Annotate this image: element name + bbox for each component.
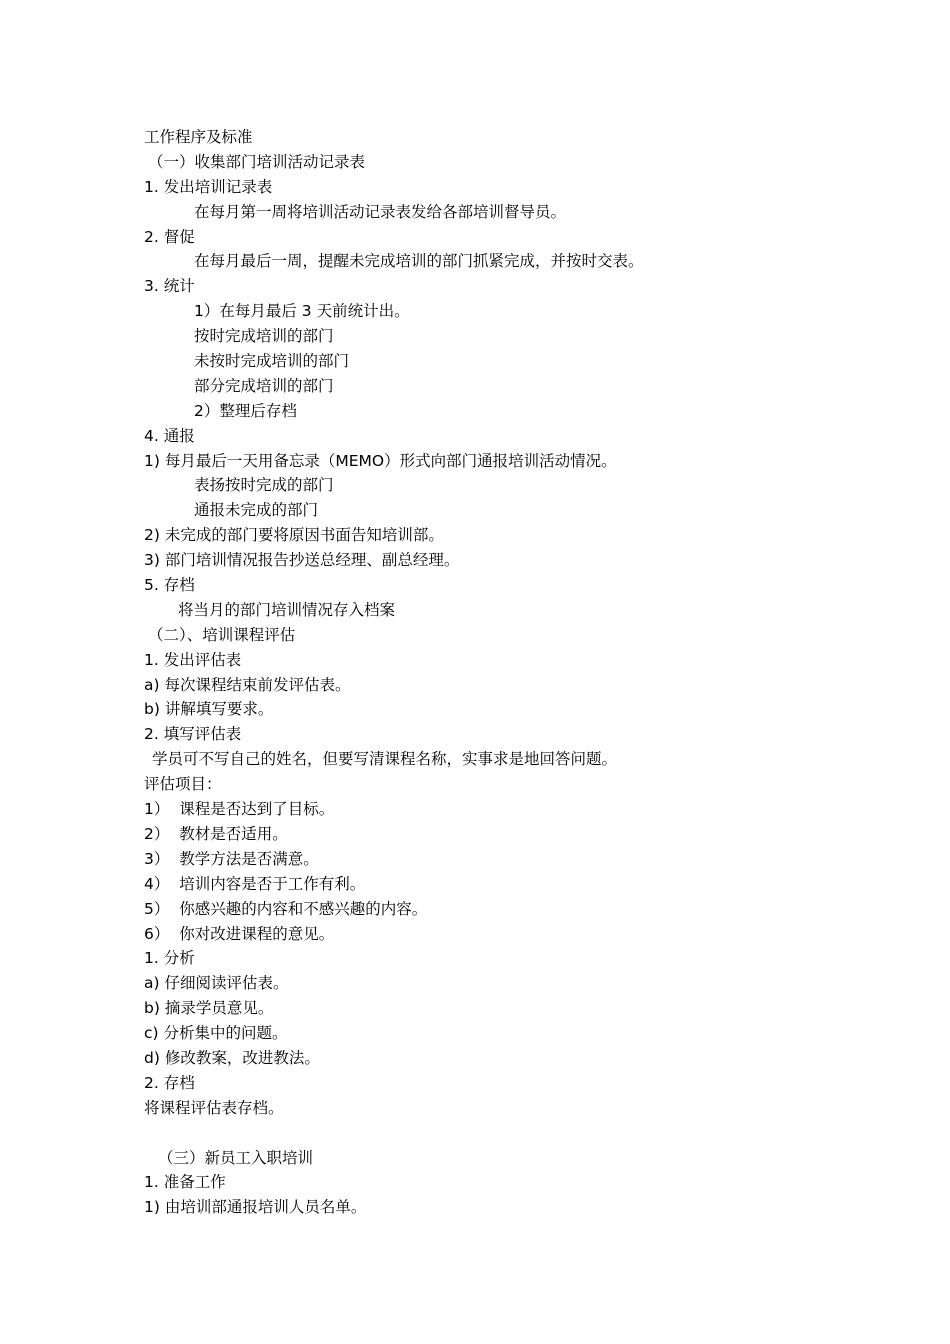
blank-line <box>144 1121 864 1146</box>
list-item: 1. 准备工作 <box>144 1173 226 1192</box>
list-item: 2. 存档 <box>144 1073 195 1092</box>
paragraph: 评估项目： <box>144 775 222 794</box>
list-item: b) 摘录学员意见。 <box>144 999 274 1018</box>
section-heading-3: （三）新员工入职培训 <box>158 1148 314 1167</box>
list-item: 2. 督促 <box>144 227 195 246</box>
document-body <box>144 125 864 1220</box>
paragraph: 将课程评估表存档。 <box>144 1098 284 1117</box>
list-item: 1. 发出评估表 <box>144 650 242 669</box>
section-heading-work-procedures: 工作程序及标准 <box>144 128 253 146</box>
list-item: 2） 教材是否适用。 <box>144 824 288 843</box>
sub-list-item: 按时完成培训的部门 <box>194 327 334 346</box>
list-item: d) 修改教案，改进教法。 <box>144 1048 320 1067</box>
list-item: 5. 存档 <box>144 576 195 595</box>
section-heading-1: （一）收集部门培训活动记录表 <box>148 152 366 171</box>
list-item: 3. 统计 <box>144 277 195 296</box>
list-item: 1. 分析 <box>144 949 195 968</box>
list-item: 4） 培训内容是否于工作有利。 <box>144 874 366 893</box>
list-item: 2) 未完成的部门要将原因书面告知培训部。 <box>144 526 444 545</box>
section-heading-2: （二）、培训课程评估 <box>148 625 296 644</box>
list-item: 1. 发出培训记录表 <box>144 177 273 196</box>
sub-list-item: 未按时完成培训的部门 <box>194 352 350 371</box>
list-item: a) 每次课程结束前发评估表。 <box>144 675 351 694</box>
sub-list-item: 2）整理后存档 <box>194 401 297 420</box>
list-item: 2. 填写评估表 <box>144 725 242 744</box>
list-item: 6） 你对改进课程的意见。 <box>144 924 335 943</box>
list-item: a) 仔细阅读评估表。 <box>144 974 289 993</box>
list-item: b) 讲解填写要求。 <box>144 700 274 719</box>
paragraph: 学员可不写自己的姓名，但要写清课程名称，实事求是地回答问题。 <box>152 750 618 769</box>
paragraph: 在每月第一周将培训活动记录表发给各部培训督导员。 <box>194 202 567 221</box>
list-item: 1） 课程是否达到了目标。 <box>144 800 335 819</box>
sub-list-item: 1）在每月最后 3 天前统计出。 <box>194 302 410 321</box>
list-item: 5） 你感兴趣的内容和不感兴趣的内容。 <box>144 899 428 918</box>
sub-list-item: 通报未完成的部门 <box>194 501 319 520</box>
paragraph: 将当月的部门培训情况存入档案 <box>178 600 396 619</box>
sub-list-item: 表扬按时完成的部门 <box>194 476 334 495</box>
sub-list-item: 部分完成培训的部门 <box>194 376 334 395</box>
list-item: 1) 每月最后一天用备忘录（MEMO）形式向部门通报培训活动情况。 <box>144 451 617 470</box>
list-item: 3） 教学方法是否满意。 <box>144 849 319 868</box>
list-item: 3) 部门培训情况报告抄送总经理、副总经理。 <box>144 551 460 570</box>
list-item: 1) 由培训部通报培训人员名单。 <box>144 1198 367 1217</box>
list-item: c) 分析集中的问题。 <box>144 1024 288 1043</box>
list-item: 4. 通报 <box>144 426 195 445</box>
paragraph: 在每月最后一周，提醒未完成培训的部门抓紧完成，并按时交表。 <box>194 252 644 271</box>
